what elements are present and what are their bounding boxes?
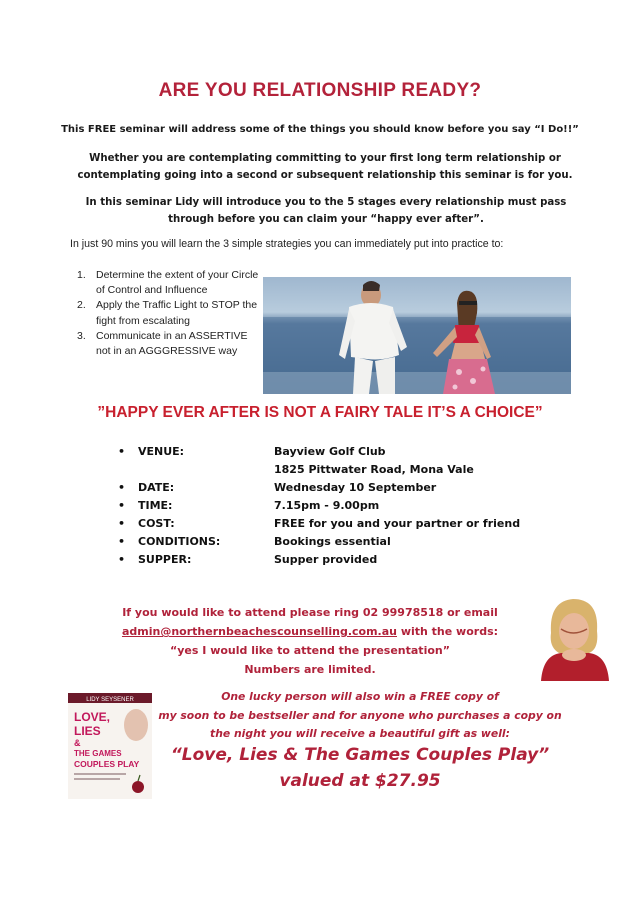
list-number: 3. [77, 329, 86, 342]
detail-row-conditions [118, 532, 578, 550]
contact-text: with the words: [396, 625, 499, 638]
cost-value: FREE for you and your partner or friend [274, 516, 521, 530]
cost-label: COST: [138, 516, 175, 530]
book-author: LIDY SEYSENER [86, 697, 134, 703]
book-title-amp: & [74, 738, 81, 748]
time-value: 7.15pm - 9.00pm [274, 498, 380, 512]
supper-value: Supper provided [274, 552, 378, 566]
conditions-value: Bookings essential [274, 534, 391, 548]
headline: ARE YOU RELATIONSHIP READY? [158, 80, 482, 101]
contact-line: If you would like to attend please ring 02 99978518 or email [122, 606, 498, 619]
email-link[interactable]: admin@northernbeachescounselling.com.au [121, 625, 397, 638]
detail-row-supper [118, 550, 578, 568]
intro-paragraph-3: In this seminar Lidy will introduce you to the 5 stages every relationship must pass through before you can claim your “happy ever after”. [85, 197, 567, 225]
bullet-icon: • [118, 516, 126, 530]
conditions-label: CONDITIONS: [138, 534, 221, 548]
book-value: valued at $27.95 [279, 771, 441, 791]
list-item [77, 268, 262, 298]
contact-line: Numbers are limited. [244, 663, 376, 676]
contact-line: “yes I would like to attend the presentation” [170, 644, 450, 657]
list-item [77, 329, 262, 359]
venue-value: Bayview Golf Club [274, 444, 386, 458]
detail-row-date [118, 478, 578, 496]
contact-block [90, 603, 530, 679]
detail-row-cost [118, 514, 578, 532]
book-title-couples: COUPLES PLAY [74, 759, 140, 769]
beach-couple-photo [263, 277, 571, 394]
book-cover [68, 693, 152, 799]
offer-line: the night you will receive a beautiful gift as well: [210, 727, 510, 740]
bullet-icon: • [118, 552, 126, 566]
list-number: 1. [77, 269, 86, 281]
list-text: Determine the extent of your Circle of Control and Influence [96, 269, 259, 297]
offer-block [150, 688, 570, 744]
detail-row-venue-2 [118, 460, 578, 478]
time-label: TIME: [138, 498, 173, 512]
venue-address: 1825 Pittwater Road, Mona Vale [274, 462, 474, 476]
intro-paragraph-2: Whether you are contemplating committing to your first long term relationship or contemplating going into a second or subsequent relationship this seminar is for you. [77, 153, 573, 181]
list-text: Communicate in an ASSERTIVE not in an AGGGRESSIVE way [96, 329, 248, 358]
bullet-icon: • [118, 480, 126, 494]
offer-line: my soon to be bestseller and for anyone who purchases a copy on [158, 708, 562, 722]
venue-label: VENUE: [138, 444, 185, 458]
tagline: ”HAPPY EVER AFTER IS NOT A FAIRY TALE IT’S A CHOICE” [97, 404, 543, 421]
book-title-games: THE GAMES [74, 749, 122, 758]
offer-line: One lucky person will also win a FREE copy of [221, 690, 499, 703]
bullet-icon: • [118, 498, 126, 512]
book-title-love: LOVE, [74, 710, 111, 724]
detail-row-venue [118, 442, 578, 460]
list-number: 2. [77, 299, 86, 312]
date-label: DATE: [138, 480, 175, 494]
book-title-block [150, 742, 570, 794]
book-title: “Love, Lies & The Games Couples Play” [170, 745, 550, 765]
intro-paragraph-4: In just 90 mins you will learn the 3 simple strategies you can immediately put into practice to: [70, 238, 504, 250]
date-value: Wednesday 10 September [274, 480, 437, 494]
book-title-lies: LIES [74, 724, 101, 738]
list-text: Apply the Traffic Light to STOP the fight from escalating [96, 299, 258, 327]
event-details [118, 442, 578, 568]
strategies-list [77, 268, 262, 359]
presenter-photo [525, 593, 620, 681]
bullet-icon: • [118, 444, 126, 458]
contact-line [90, 622, 530, 641]
intro-paragraph-1: This FREE seminar will address some of the things you should know before you say “I Do!!” [61, 124, 579, 135]
supper-label: SUPPER: [138, 552, 192, 566]
detail-row-time [118, 496, 578, 514]
bullet-icon: • [118, 534, 126, 548]
list-item [77, 298, 262, 328]
